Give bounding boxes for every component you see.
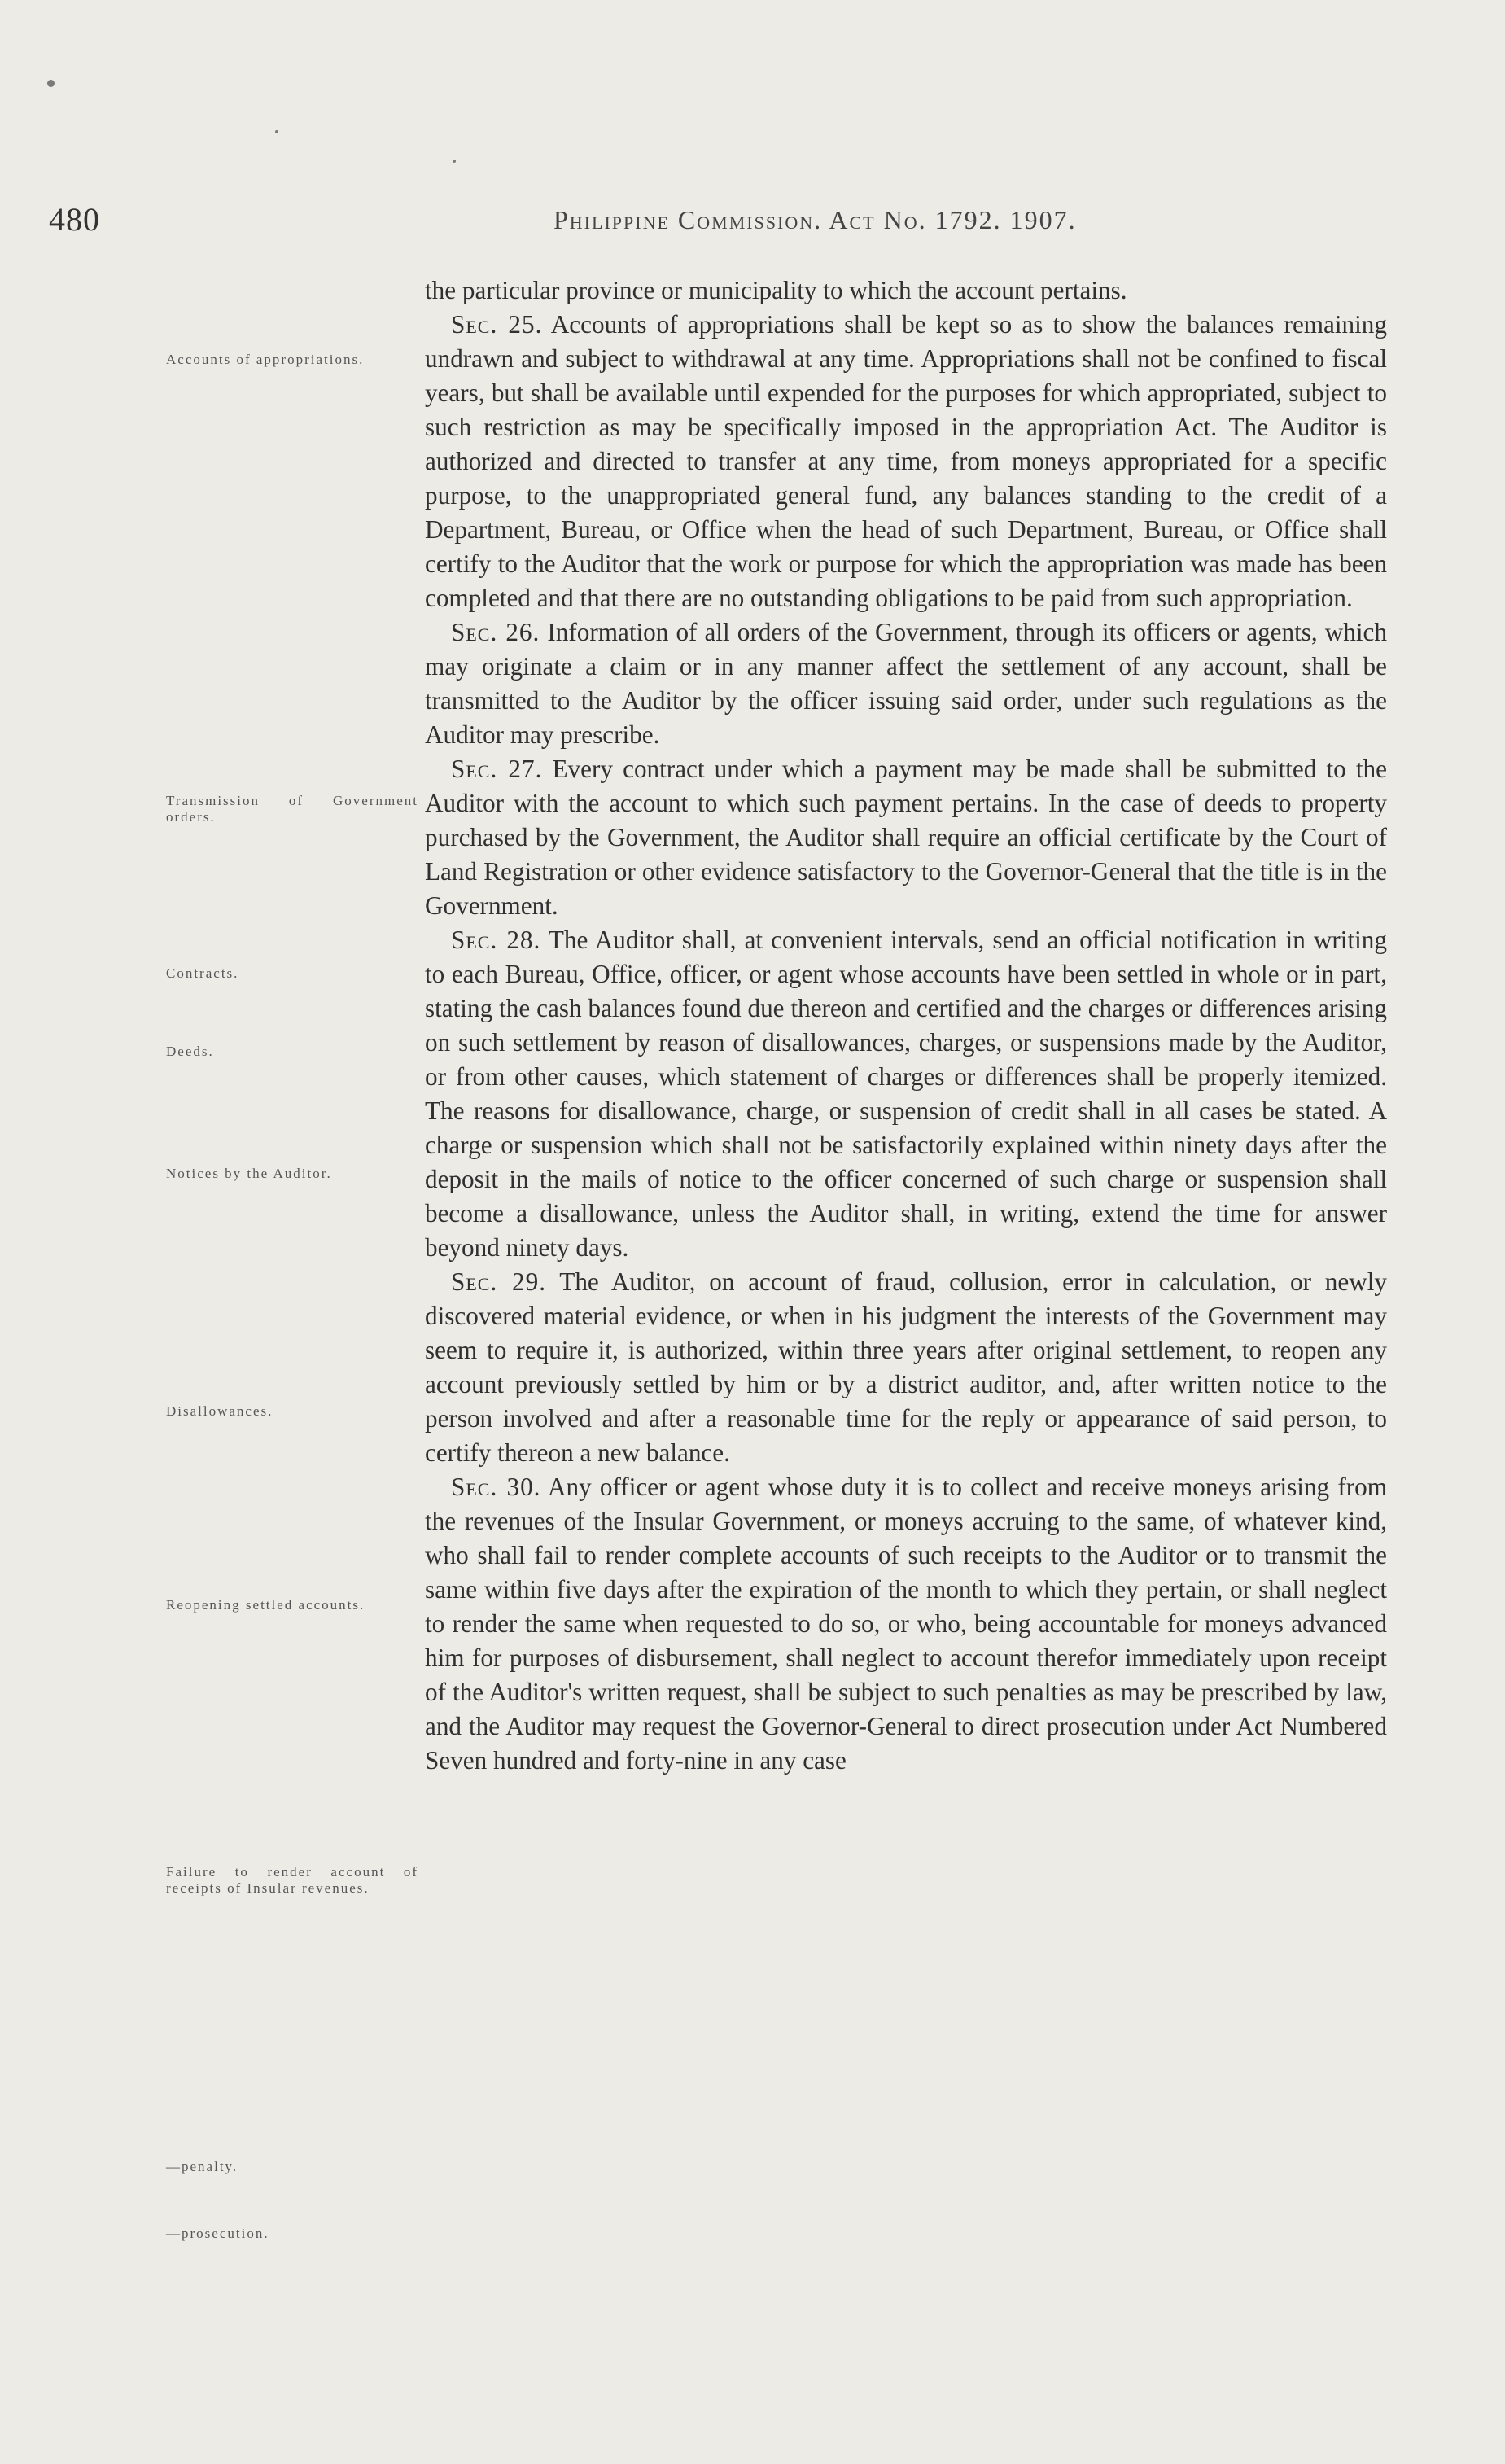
margin-note: Transmission of Government orders.: [166, 793, 418, 825]
paragraph-text: Any officer or agent whose duty it is to collect and receive moneys arising from the revenues of the Insular Government, or moneys accruing to the same, of whatever kind, who shall fail to render complete accounts of such receipts to the Auditor or to transmit the same within five days after the expiration of the month to which they pertain, or shall neglect to render the same when requested to do so, or who, being accountable for moneys advanced him for purposes of disbursement, shall neglect to account therefor immediately upon receipt of the Auditor's written request, shall be subject to such penalties as may be prescribed by law, and the Auditor may request the Governor-General to direct prosecution under Act Numbered Seven hundred and forty-nine in any case: [425, 1473, 1387, 1775]
scan-speck: [275, 130, 278, 133]
margin-note: Contracts.: [166, 965, 239, 981]
section-number: Sec. 27.: [451, 755, 543, 783]
margin-note: Accounts of appropriations.: [166, 352, 365, 367]
margin-note: Notices by the Auditor.: [166, 1166, 332, 1181]
margin-note: Reopening settled accounts.: [166, 1597, 365, 1613]
body-text: [425, 274, 1387, 1778]
section-number: Sec. 30.: [451, 1473, 541, 1501]
scan-speck: [453, 160, 456, 163]
section-26: [425, 615, 1387, 752]
paragraph-text: Accounts of appropriations shall be kept so as to show the balances remaining undrawn and subject to withdrawal at any time. Appropriations shall not be confined to fiscal years, but shall be available until expended for the purposes for which appropriated, subject to such restriction as may be specifically imposed in the appropriation Act. The Auditor is authorized and directed to transfer at any time, from moneys appropriated for a specific purpose, to the unappropriated general fund, any balances standing to the credit of a Department, Bureau, or Office when the head of such Department, Bureau, or Office shall certify to the Auditor that the work or purpose for which the appropriation was made has been completed and that there are no outstanding obligations to be paid from such appropriation.: [425, 310, 1387, 612]
section-number: Sec. 28.: [451, 926, 541, 954]
section-28: [425, 923, 1387, 1265]
paragraph: [425, 274, 1387, 308]
section-25: [425, 308, 1387, 615]
scan-speck: [47, 80, 55, 87]
section-29: [425, 1265, 1387, 1470]
paragraph-text: The Auditor shall, at convenient intervals, send an official notification in writing to each Bureau, Office, officer, or agent whose accounts have been settled in whole or in part, stating the cash balances found due thereon and certified and the charges or differences arising on such settlement by reason of disallowances, charges, or suspensions made by the Auditor, or from other causes, which statement of charges or differences shall be properly itemized. The reasons for disallowance, charge, or suspension of credit shall in all cases be stated. A charge or suspension which shall not be satisfactorily explained within ninety days after the deposit in the mails of notice to the officer concerned of such charge or suspension shall become a disallowance, unless the Auditor shall, in writing, extend the time for answer beyond ninety days.: [425, 926, 1387, 1262]
page-number: 480: [49, 201, 100, 238]
paragraph-text: The Auditor, on account of fraud, collusion, error in calculation, or newly discovered material evidence, or when in his judgment the interests of the Government may seem to require it, is authorized, within three years after original settlement, to reopen any account previously settled by him or by a district auditor, and, after written notice to the person involved and after a reasonable time for the reply or appearance of said person, to certify thereon a new balance.: [425, 1267, 1387, 1467]
margin-note: —penalty.: [166, 2159, 238, 2174]
margin-note: Failure to render account of receipts of Insular revenues.: [166, 1864, 418, 1896]
margin-note: Disallowances.: [166, 1403, 273, 1419]
margin-note: —prosecution.: [166, 2225, 269, 2241]
margin-note: Deeds.: [166, 1044, 214, 1059]
paragraph-text: Every contract under which a payment may be made shall be submitted to the Auditor with the account to which such payment pertains. In the case of deeds to property purchased by the Government, the Auditor shall require an official certificate by the Court of Land Registration or other evidence satisfactory to the Governor-General that the title is in the Government.: [425, 755, 1387, 920]
running-head: Philippine Commission. Act No. 1792. 1907.: [553, 205, 1077, 234]
section-27: [425, 752, 1387, 923]
section-number: Sec. 29.: [451, 1267, 547, 1296]
paragraph-text: Information of all orders of the Government, through its officers or agents, which may originate a claim or in any manner affect the settlement of any account, shall be transmitted to the Auditor by the officer issuing said order, under such regulations as the Auditor may prescribe.: [425, 618, 1387, 749]
section-number: Sec. 25.: [451, 310, 543, 339]
section-number: Sec. 26.: [451, 618, 540, 646]
paragraph-text: the particular province or municipality to which the account pertains.: [425, 276, 1127, 304]
section-30: [425, 1470, 1387, 1778]
